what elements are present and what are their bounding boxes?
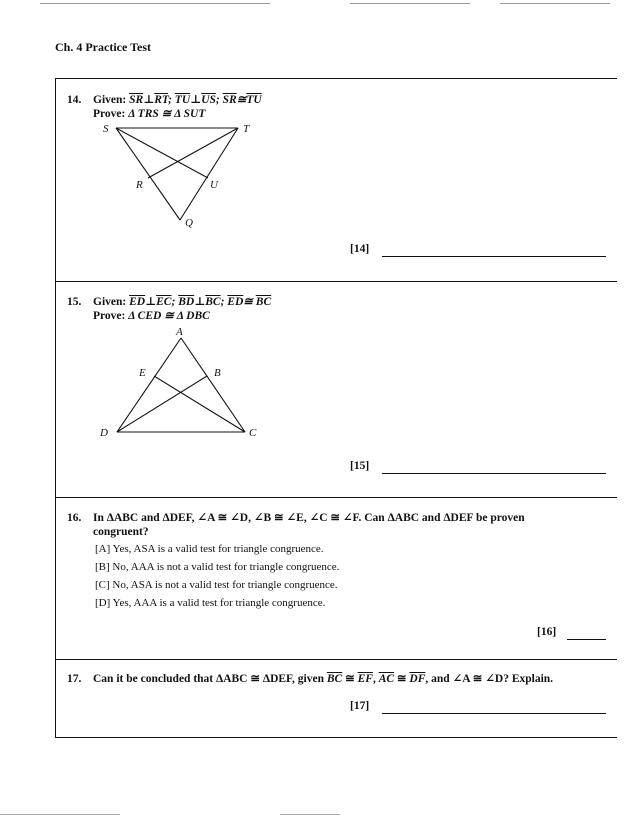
segment: $\overline{SR}$ (129, 94, 144, 106)
point-label: C (249, 427, 257, 439)
prompt-line: In ΔABC and ΔDEF, ∠A ≅ ∠D, ∠B ≅ ∠E, ∠C ≅ ∠F. Can ΔABC and ΔDEF be proven (93, 512, 525, 524)
point-label: U (210, 179, 218, 191)
segment: $\overline{BC}$ (255, 296, 272, 308)
answer-label: [17] (350, 700, 370, 712)
segment: $\overline{DF}$ (409, 673, 426, 685)
question-number: 16. (67, 512, 82, 524)
scan-mark (500, 3, 610, 4)
answer-blank-14[interactable] (382, 256, 606, 257)
prompt-text: , and ∠A ≅ ∠D? Explain. (425, 673, 554, 685)
symbol: ; (215, 94, 220, 106)
question-number: 14. (67, 94, 82, 106)
given-line (93, 296, 271, 310)
point-label: A (176, 326, 183, 338)
symbol: ≅ (243, 296, 253, 308)
segment-sq (116, 128, 180, 220)
prove-label: Prove: (93, 310, 126, 322)
choice-b[interactable]: [B] No, AAA is not a valid test for triangle congruence. (95, 561, 340, 573)
point-label: S (103, 123, 109, 135)
given-label: Given: (93, 94, 127, 106)
segment-db (117, 376, 207, 432)
question-prompt (93, 512, 573, 539)
prove-statement: Δ TRS ≅ Δ SUT (128, 108, 206, 120)
segment-tq (180, 128, 238, 220)
choice-a[interactable]: [A] Yes, ASA is a valid test for triangle congruence. (95, 543, 324, 555)
answer-label: [15] (350, 460, 370, 472)
point-label: R (136, 179, 143, 191)
given-label: Given: (93, 296, 127, 308)
prompt-line: congruent? (93, 525, 149, 538)
choice-c[interactable]: [C] No, ASA is not a valid test for triangle congruence. (95, 579, 338, 591)
diagram-15 (95, 326, 265, 441)
segment: $\overline{BC}$ (326, 673, 343, 685)
prompt-text: ≅ (342, 673, 358, 685)
point-label: T (243, 123, 250, 135)
answer-blank-16[interactable] (567, 639, 606, 640)
segment: $\overline{RT}$ (154, 94, 169, 106)
question-number: 17. (67, 673, 82, 685)
page-title: Ch. 4 Practice Test (55, 40, 151, 54)
segment: $\overline{ED}$ (227, 296, 244, 308)
segment: $\overline{SR}$ (222, 94, 237, 106)
choice-d[interactable]: [D] Yes, AAA is a valid test for triangle congruence. (95, 597, 326, 609)
prompt-text: ≅ (394, 673, 410, 685)
prove-line (93, 310, 210, 324)
segment: $\overline{EF}$ (357, 673, 373, 685)
symbol: ; (168, 94, 172, 106)
divider (55, 659, 617, 660)
symbol: ⊥ (145, 296, 157, 308)
segment-ce (154, 376, 245, 432)
prove-label: Prove: (93, 108, 126, 120)
prompt-text: , (372, 673, 379, 685)
segment: $\overline{US}$ (201, 94, 216, 106)
answer-label: [16] (537, 626, 557, 638)
symbol: ⊥ (143, 94, 155, 106)
divider (55, 497, 617, 498)
question-number: 15. (67, 296, 82, 308)
segment: $\overline{ED}$ (129, 296, 146, 308)
segment: $\overline{TU}$ (246, 94, 262, 106)
divider (55, 281, 617, 282)
segment: $\overline{BC}$ (205, 296, 221, 308)
prompt-text: Can it be concluded that ΔABC ≅ ΔDEF, given (93, 673, 327, 685)
segment-ac (181, 338, 245, 432)
point-label: D (100, 427, 108, 439)
scan-mark (350, 3, 470, 4)
given-line (93, 94, 262, 108)
point-label: B (214, 367, 221, 379)
segment: $\overline{TU}$ (174, 94, 191, 106)
point-label: E (139, 367, 146, 379)
diagram-14 (100, 120, 260, 230)
segment: $\overline{AC}$ (378, 673, 395, 685)
symbol: ≅ (236, 94, 247, 106)
scan-mark (40, 3, 270, 4)
segment: $\overline{EC}$ (156, 296, 172, 308)
scan-mark (280, 814, 340, 815)
answer-blank-17[interactable] (382, 713, 606, 714)
symbol: ; (171, 296, 176, 308)
question-prompt (93, 673, 593, 687)
segment: $\overline{BD}$ (178, 296, 195, 308)
symbol: ⊥ (190, 94, 202, 106)
segment-ad (117, 338, 181, 432)
prove-statement: Δ CED ≅ Δ DBC (128, 310, 210, 322)
symbol: ⊥ (194, 296, 206, 308)
answer-label: [14] (350, 243, 370, 255)
point-label: Q (185, 217, 193, 229)
answer-blank-15[interactable] (382, 473, 606, 474)
symbol: ; (220, 296, 225, 308)
scan-mark (0, 814, 120, 815)
